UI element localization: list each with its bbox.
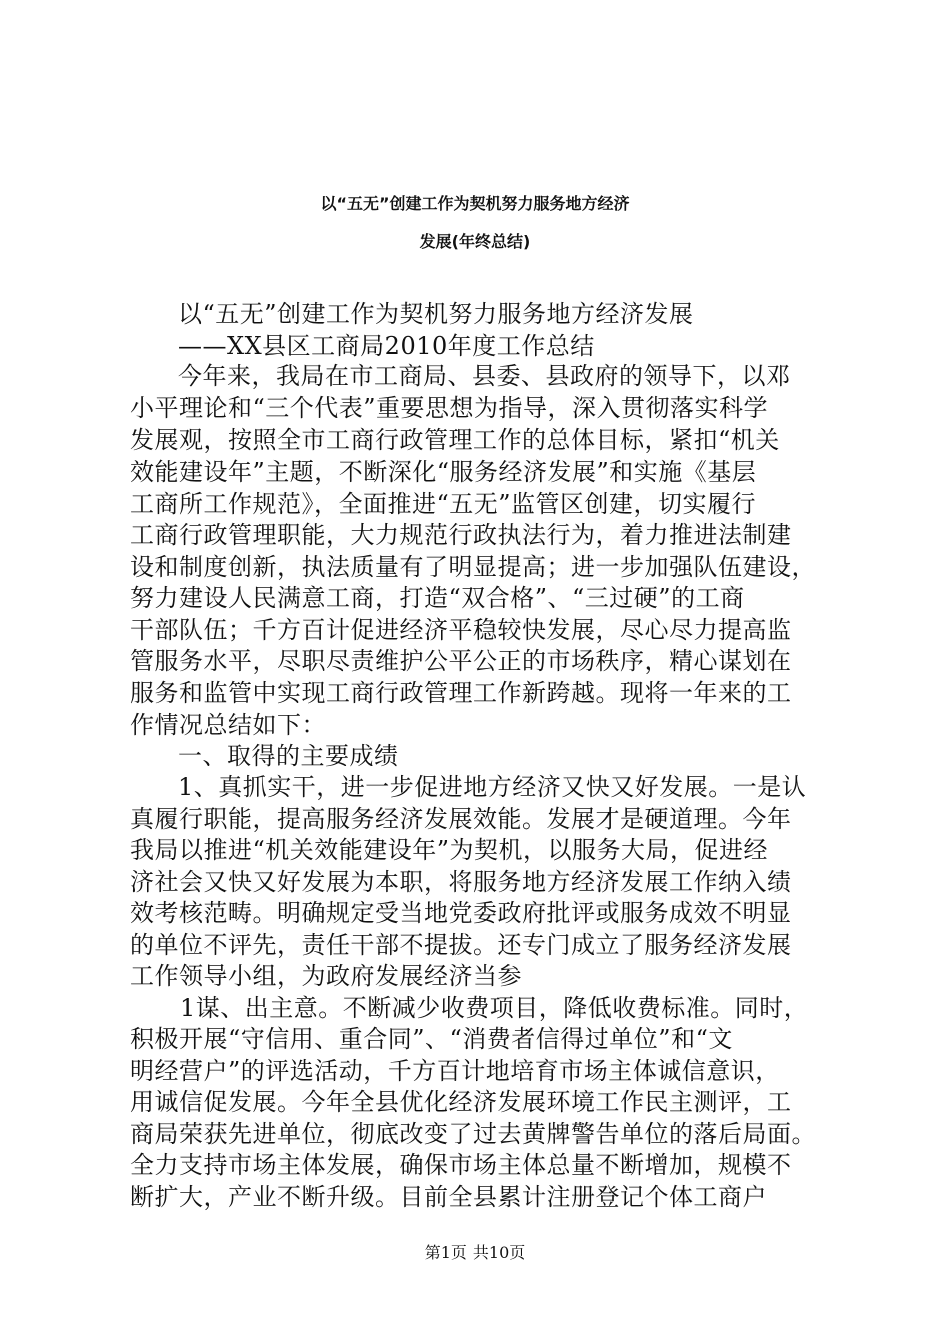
paragraph-line: 的单位不评先，责任干部不提拔。还专门成立了服务经济发展 xyxy=(130,931,792,959)
paragraph-line: 工商行政管理职能，大力规范行政执法行为，着力推进法制建 xyxy=(130,521,792,549)
paragraph-line: 努力建设人民满意工商，打造“双合格”、“三过硬”的工商 xyxy=(130,584,745,612)
paragraph-line: 用诚信促发展。今年全县优化经济发展环境工作民主测评，工 xyxy=(130,1088,792,1116)
paragraph-line: 全力支持市场主体发展，确保市场主体总量不断增加，规模不 xyxy=(130,1151,792,1179)
paragraph-line: 作情况总结如下： xyxy=(130,711,326,739)
section-heading: 一、取得的主要成绩 xyxy=(178,742,399,770)
document-title-line-1: 以“五无”创建工作为契机努力服务地方经济 xyxy=(320,194,630,213)
paragraph-line: 管服务水平，尽职尽责维护公平公正的市场秩序，精心谋划在 xyxy=(130,647,792,675)
paragraph-line: 真履行职能，提高服务经济发展效能。发展才是硬道理。今年 xyxy=(130,805,792,833)
paragraph-line: 明经营户”的评选活动，千方百计地培育市场主体诚信意识， xyxy=(130,1057,780,1085)
paragraph-line: 效能建设年”主题，不断深化“服务经济发展”和实施《基层 xyxy=(130,458,757,486)
document-title-line-2: 发展(年终总结) xyxy=(419,232,531,251)
page-total: 共10页 xyxy=(472,1243,526,1262)
paragraph-line: 干部队伍；千方百计促进经济平稳较快发展，尽心尽力提高监 xyxy=(130,616,792,644)
paragraph-line: 断扩大，产业不断升级。目前全县累计注册登记个体工商户 xyxy=(130,1183,767,1211)
subtitle-line: 以“五无”创建工作为契机努力服务地方经济发展 xyxy=(178,300,694,328)
paragraph-line: 发展观，按照全市工商行政管理工作的总体目标，紧扣“机关 xyxy=(130,426,780,454)
paragraph-line: 服务和监管中实现工商行政管理工作新跨越。现将一年来的工 xyxy=(130,679,792,707)
paragraph-line: 我局以推进“机关效能建设年”为契机，以服务大局，促进经 xyxy=(130,836,769,864)
subtitle-byline: ——XX县区工商局2010年度工作总结 xyxy=(178,332,595,360)
paragraph-line: 效考核范畴。明确规定受当地党委政府批评或服务成效不明显 xyxy=(130,899,792,927)
paragraph-line: 工作领导小组，为政府发展经济当参 xyxy=(130,962,522,990)
paragraph-line: 小平理论和“三个代表”重要思想为指导，深入贯彻落实科学 xyxy=(130,394,769,422)
paragraph-line: 1、真抓实干，进一步促进地方经济又快又好发展。一是认 xyxy=(178,773,807,801)
page-number: 第1页 xyxy=(424,1243,467,1262)
paragraph-line: 商局荣获先进单位，彻底改变了过去黄牌警告单位的落后局面。 xyxy=(130,1120,816,1148)
paragraph-line: 工商所工作规范》，全面推进“五无”监管区创建，切实履行 xyxy=(130,490,757,518)
paragraph-line: 积极开展“守信用、重合同”、“消费者信得过单位”和“文 xyxy=(130,1025,733,1053)
paragraph-line: 今年来，我局在市工商局、县委、县政府的领导下，以邓 xyxy=(178,362,791,390)
paragraph-line: 设和制度创新，执法质量有了明显提高；进一步加强队伍建设， xyxy=(130,553,816,581)
page-footer xyxy=(0,1243,950,1263)
paragraph-line: 1谋、出主意。不断减少收费项目，降低收费标准。同时， xyxy=(180,994,809,1022)
paragraph-line: 济社会又快又好发展为本职，将服务地方经济发展工作纳入绩 xyxy=(130,868,792,896)
